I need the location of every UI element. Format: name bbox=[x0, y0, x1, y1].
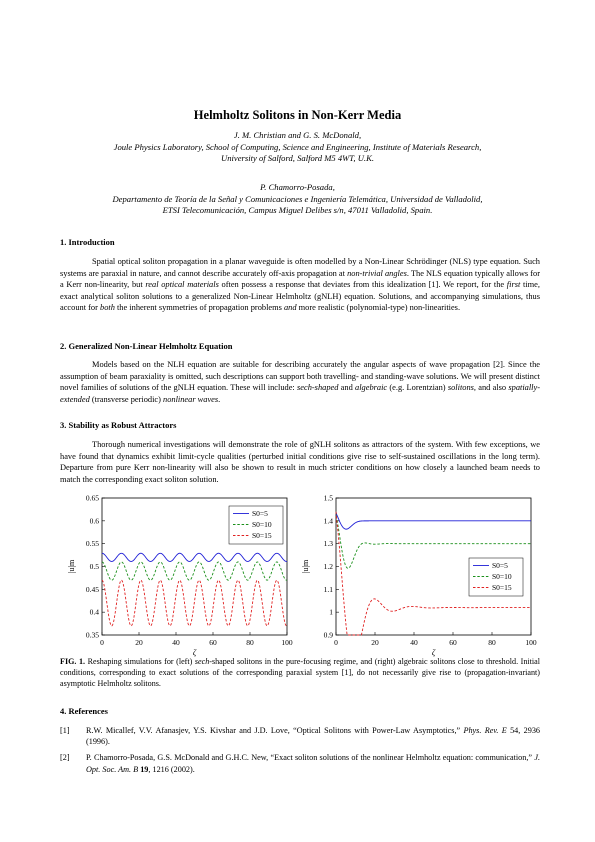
affiliation-block-2 bbox=[40, 182, 555, 217]
legend-label: S0=15 bbox=[252, 531, 272, 540]
x-tick-label: 20 bbox=[135, 638, 143, 647]
legend-label: S0=5 bbox=[252, 509, 268, 518]
series-line bbox=[102, 553, 287, 561]
y-axis-label: |u|m bbox=[301, 559, 310, 574]
legend-label: S0=15 bbox=[492, 583, 512, 592]
figure-caption: FIG. 1. Reshaping simulations for (left) sech-shaped solitons in the pure-focusing regime, and (right) algebraic solitons close to threshold. Initial conditions, corresponding to exact solutions of the corresponding paraxial system [1], do not necessarily give rise to (propagation-invariant) asymptotic Helmholtz solitons. bbox=[60, 657, 540, 689]
paragraph-gnlh: Models based on the NLH equation are suitable for describing accurately the angular aspects of wave propagation [2]. Since the assumption of beam paraxiality is omitted, such descriptions can support both travelling- and standing-wave solutions. We will present distinct novel families of solutions of the gNLH equation. These will include: sech-shaped and algebraic (e.g. Lorentzian) solitons, and also spatially-extended (transverse periodic) nonlinear waves. bbox=[60, 360, 541, 404]
y-tick-label: 0.65 bbox=[85, 493, 99, 503]
x-tick-label: 80 bbox=[246, 638, 254, 647]
figure-left-sech-solitons bbox=[58, 490, 298, 660]
y-tick-label: 1.2 bbox=[323, 562, 333, 571]
series-line bbox=[336, 512, 531, 529]
reference-list bbox=[60, 725, 540, 780]
x-axis-label: ζ bbox=[431, 648, 436, 657]
authors-1: J. M. Christian and G. S. McDonald, bbox=[233, 130, 362, 140]
y-tick-label: 0.6 bbox=[89, 516, 99, 526]
y-tick-label: 0.55 bbox=[85, 539, 99, 549]
x-tick-label: 100 bbox=[525, 638, 537, 647]
y-tick-label: 0.45 bbox=[85, 584, 99, 594]
y-tick-label: 0.35 bbox=[85, 630, 99, 640]
x-tick-label: 20 bbox=[371, 638, 379, 647]
x-tick-label: 0 bbox=[334, 638, 338, 647]
x-tick-label: 100 bbox=[281, 638, 293, 647]
authors-2: P. Chamorro-Posada, bbox=[260, 182, 335, 192]
series-line bbox=[102, 562, 287, 580]
section-heading-references: 4. References bbox=[60, 706, 108, 716]
section-heading-introduction: 1. Introduction bbox=[60, 237, 115, 247]
y-axis-label: |u|m bbox=[67, 559, 76, 574]
paper-title: Helmholtz Solitons in Non-Kerr Media bbox=[193, 108, 402, 122]
x-tick-label: 80 bbox=[488, 638, 496, 647]
y-tick-label: 0.4 bbox=[89, 607, 99, 617]
legend-label: S0=5 bbox=[492, 561, 508, 570]
paragraph-stability: Thorough numerical investigations will demonstrate the role of gNLH solitons as attractors of the system. With few exceptions, we have found that dynamics exhibit limit-cycle qualities (perturbed initial conditions give rise to self-sustained oscillations in the long term). Departure from pure Kerr non-linearity will also be shown to result in much stricter conditions on how closely a launched beam needs to match the corresponding exact soliton solution. bbox=[60, 440, 540, 484]
x-tick-label: 0 bbox=[100, 638, 104, 647]
y-tick-label: 1.4 bbox=[323, 516, 333, 526]
figure-right-algebraic-solitons bbox=[298, 490, 540, 660]
y-tick-label: 1.1 bbox=[323, 584, 333, 594]
affiliation-1-line-1: Joule Physics Laboratory, School of Computing, Science and Engineering, Institute of Materials Research, bbox=[113, 141, 482, 152]
y-tick-label: 1 bbox=[329, 607, 333, 617]
affiliation-2-line-1: Departamento de Teoría de la Señal y Comunicaciones e Ingeniería Telemática, Universidad de Valladolid, bbox=[112, 193, 483, 204]
x-tick-label: 60 bbox=[209, 638, 217, 647]
y-tick-label: 1.5 bbox=[323, 493, 333, 503]
legend-label: S0=10 bbox=[252, 520, 272, 529]
legend-label: S0=10 bbox=[492, 572, 512, 581]
affiliation-2-line-2: ETSI Telecomunicación, Campus Miguel Delibes s/n, 47011 Valladolid, Spain. bbox=[162, 205, 433, 216]
x-tick-label: 40 bbox=[410, 638, 418, 647]
series-line bbox=[102, 580, 287, 626]
affiliation-1-line-2: University of Salford, Salford M5 4WT, U.K. bbox=[221, 153, 374, 164]
section-heading-stability: 3. Stability as Robust Attractors bbox=[60, 420, 177, 430]
paragraph-introduction: Spatial optical soliton propagation in a planar waveguide is often modelled by a Non-Linear Schrödinger (NLS) type equation. Such systems are paraxial in nature, and cannot describe accurately off-axis propagation at non-trivial angles. The NLS equation typically allows for a Kerr non-linearity, but real optical materials often possess a response that deviates from this idealization [1]. We report, for the first time, exact analytical soliton solutions to a generalized Non-Linear Helmholtz (gNLH) equation. Solutions, and accompanying simulations, thus account for both the inherent symmetries of propagation problems and more realistic (polynomial-type) non-linearities. bbox=[60, 257, 540, 313]
y-tick-label: 0.9 bbox=[323, 630, 333, 640]
x-tick-label: 40 bbox=[172, 638, 180, 647]
affiliation-block-1 bbox=[40, 130, 555, 165]
y-tick-label: 0.5 bbox=[89, 562, 99, 571]
y-tick-label: 1.3 bbox=[323, 539, 333, 549]
reference-item: [2] P. Chamorro-Posada, G.S. McDonald and G.H.C. New, “Exact soliton solutions of the nonlinear Helmholtz equation: communication,” J. Opt. Soc. Am. B 19, 1216 (2002). bbox=[60, 753, 540, 774]
x-axis-label: ζ bbox=[192, 648, 197, 657]
section-heading-gnlh: 2. Generalized Non-Linear Helmholtz Equation bbox=[60, 341, 233, 351]
reference-item: [1] R.W. Micallef, V.V. Afanasjev, Y.S. Kivshar and J.D. Love, “Optical Solitons with Power-Law Asymptotics,” Phys. Rev. E 54, 2936 (1996). bbox=[60, 726, 541, 747]
x-tick-label: 60 bbox=[449, 638, 457, 647]
